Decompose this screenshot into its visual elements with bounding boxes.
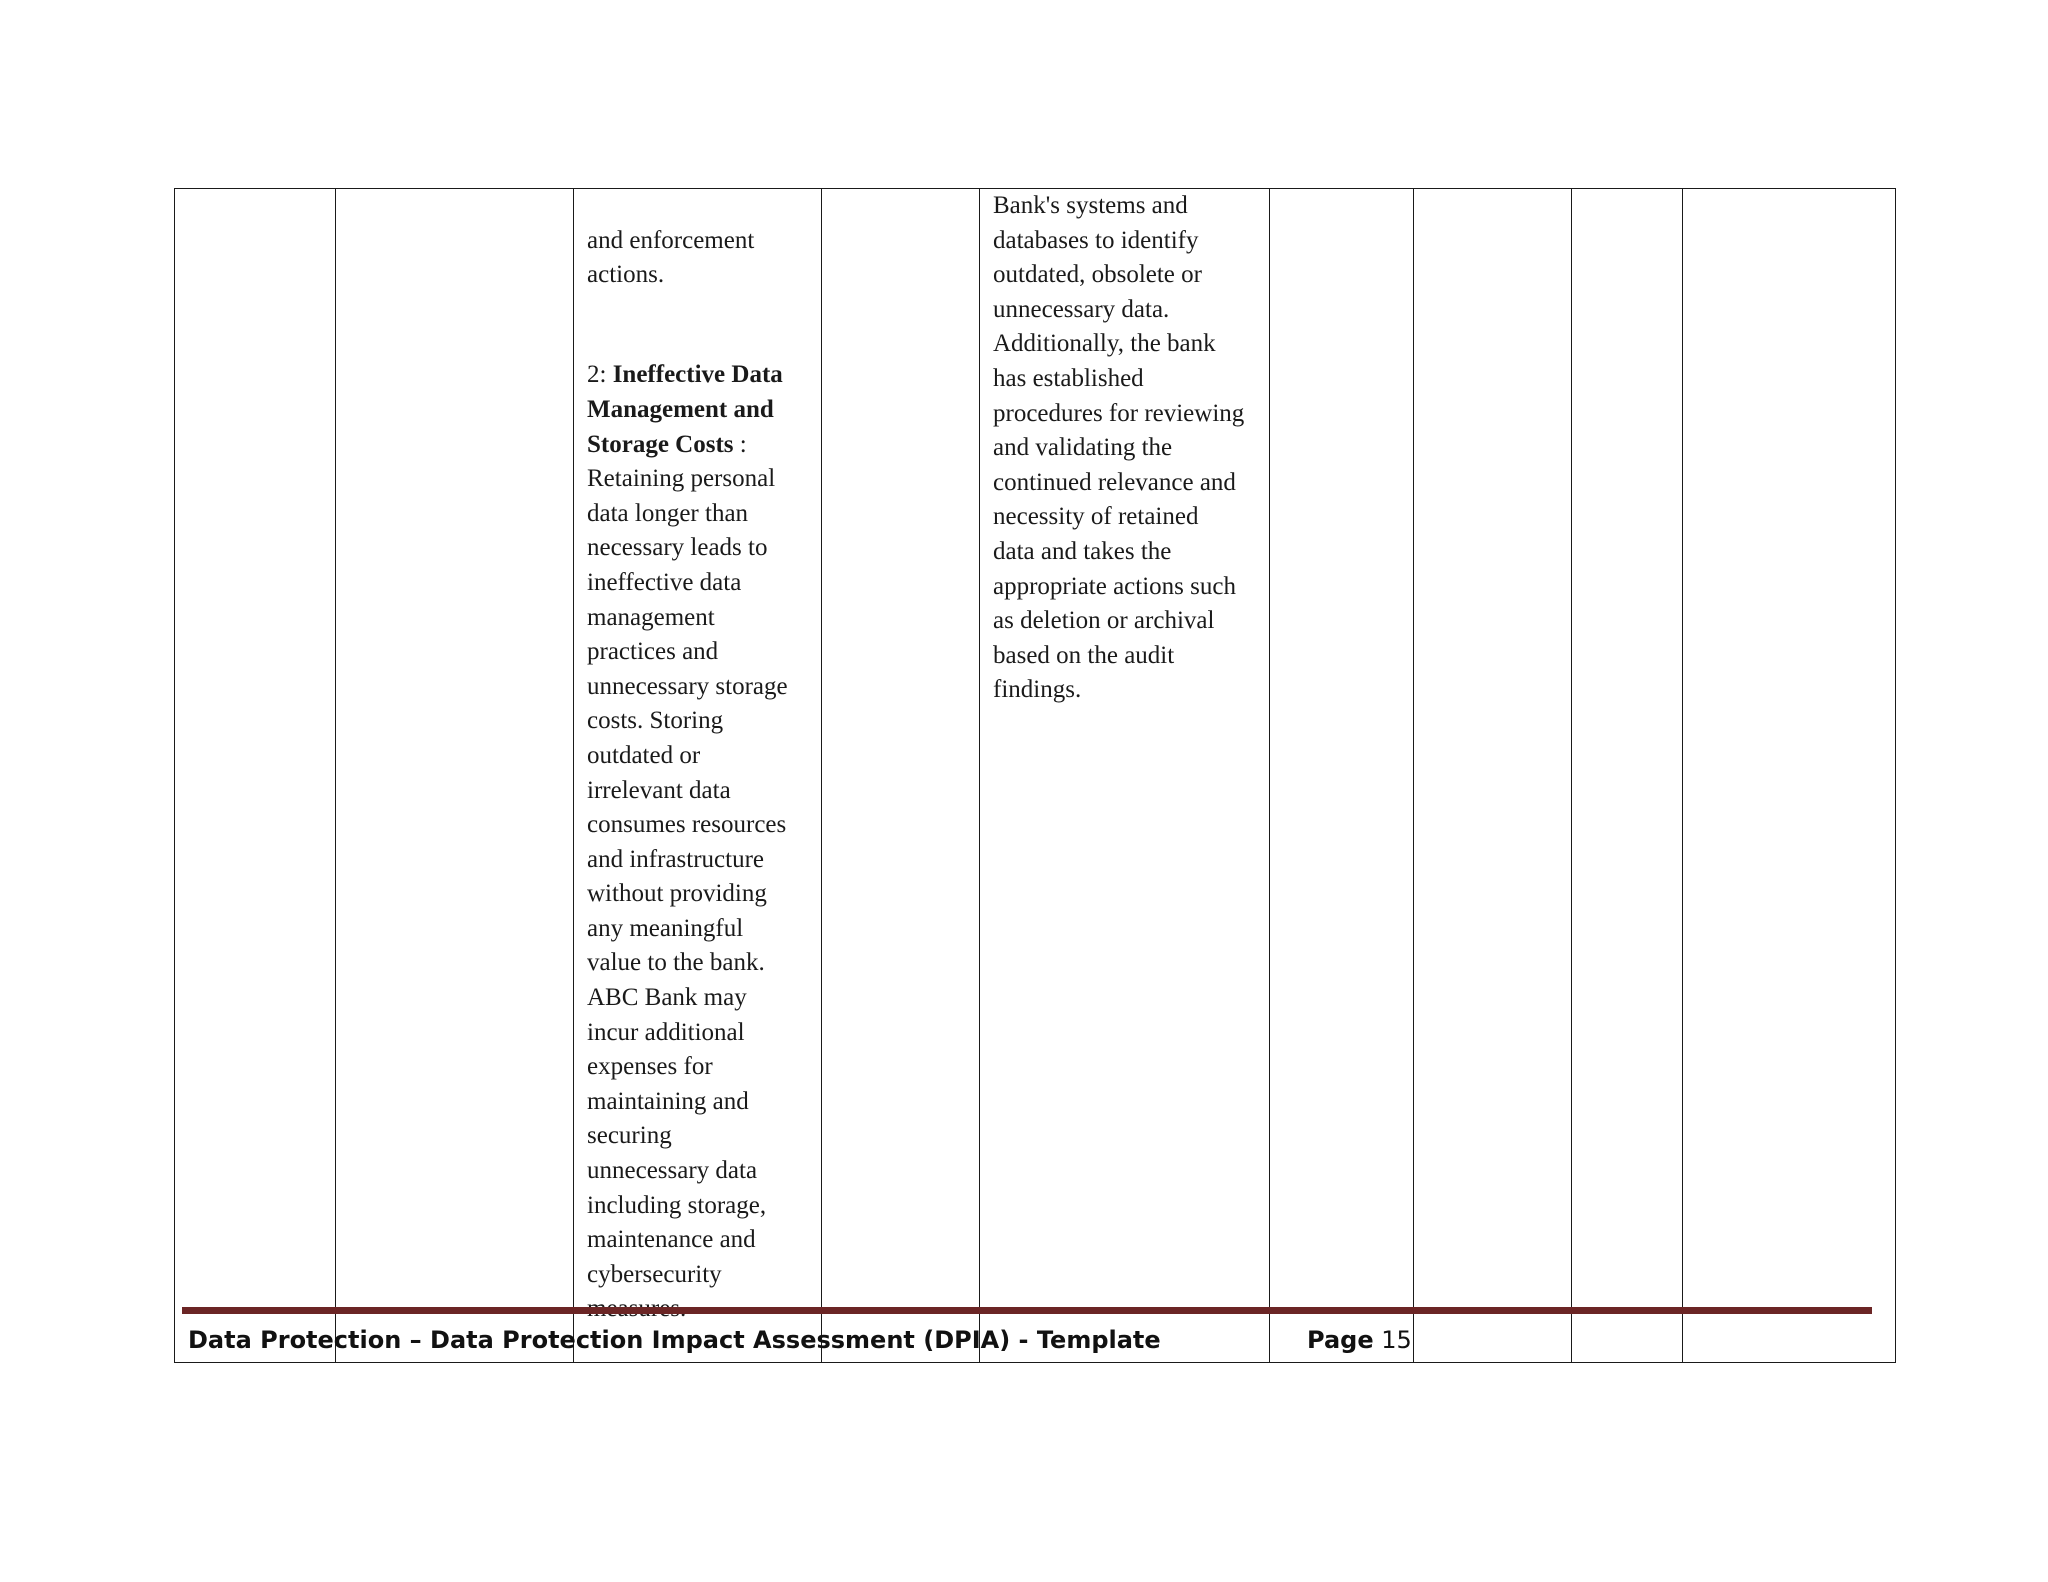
table-row: [175, 189, 1896, 1363]
table-cell-6: [1270, 189, 1414, 1363]
dpia-table: [174, 188, 1896, 1363]
footer-title: Data Protection – Data Protection Impact Assessment (DPIA) - Template: [188, 1326, 1161, 1354]
table-cell-5: [980, 189, 1270, 1363]
table-cell-8: [1572, 189, 1683, 1363]
footer-divider: [182, 1307, 1872, 1314]
risk-item-heading: Ineffective Data Management and Storage Costs: [587, 361, 783, 458]
risk-item-number: 2:: [587, 361, 613, 389]
page-number: 15: [1381, 1326, 1412, 1354]
footer-page-number: [1307, 1323, 1412, 1357]
risk-item-body: Retaining personal data longer than necessary leads to ineffective data management practices and unnecessary storage costs. Storing outdated or irrelevant data consumes resources and infrastructure without providing any meaningful value to the bank. ABC Bank may incur additional expenses for maintaining and securing unnecessary data including storage, maintenance and cybersecurity: [587, 465, 788, 1288]
table-cell-3: [574, 189, 822, 1363]
risk-description: [574, 189, 821, 1362]
table-cell-7: [1414, 189, 1572, 1363]
risk-item-2: [587, 358, 809, 1327]
page-label: Page: [1307, 1326, 1374, 1354]
table-cell-2: [336, 189, 574, 1363]
control-description: Bank's systems and databases to identify outdated, obsolete or unnecessary data. Additionally, the bank has established procedures for reviewing and validating the continued relevance and necessity of retained data and takes the appropriate actions such as deletion or archival based on the audit findings.: [993, 192, 1245, 704]
table-cell-9: [1683, 189, 1896, 1363]
table-cell-1: [175, 189, 336, 1363]
risk-continuation-text: and enforcement actions.: [587, 226, 755, 289]
risk-item-colon: :: [733, 430, 747, 458]
table-cell-4: [822, 189, 980, 1363]
